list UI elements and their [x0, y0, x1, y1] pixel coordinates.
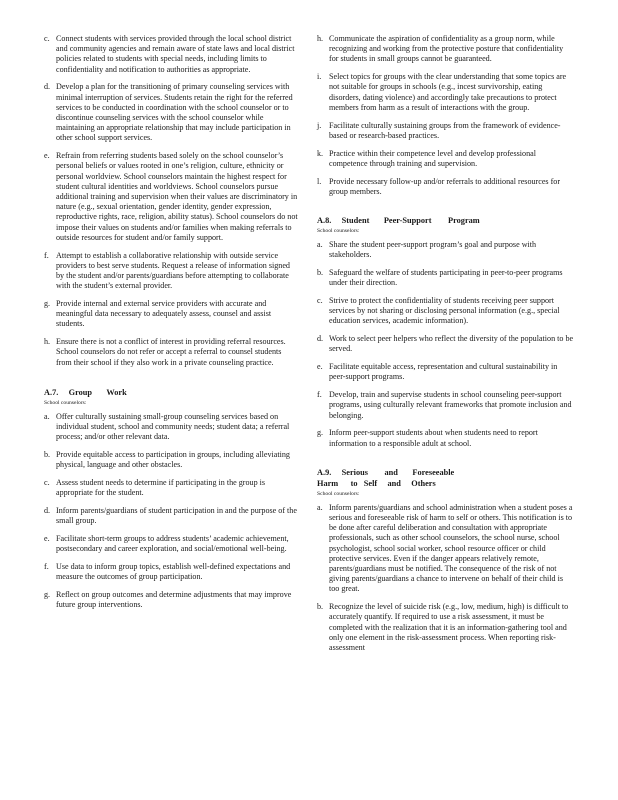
item-list	[317, 34, 574, 197]
list-item	[44, 151, 298, 243]
list-item	[317, 240, 574, 260]
item-letter: k.	[317, 148, 324, 158]
item-text: Work to select peer helpers who reflect the diversity of the population to be served.	[329, 334, 574, 354]
list-item	[317, 334, 574, 354]
item-text: Offer culturally sustaining small-group counseling services based on individual student, school and community needs; student data; a referral process; and/or other relevant data.	[56, 411, 290, 442]
item-list	[317, 503, 574, 653]
item-letter: e.	[44, 534, 50, 544]
item-text: Recognize the level of suicide risk (e.g., low, medium, high) is difficult to accurately quantify. If required to use a risk assessment, it must be completed with the realization that it is an information-gathering tool and only one element in the risk-assessment process. When reporting risk-assessment	[329, 602, 569, 653]
item-letter: e.	[44, 151, 50, 161]
list-item	[44, 506, 298, 526]
item-letter: b.	[317, 268, 324, 278]
item-text: Provide necessary follow-up and/or referrals to additional resources for group members.	[329, 176, 561, 196]
item-text: Ensure there is not a conflict of interest in providing referral resources. School counselors do not refer or accept a referral to counsel students from their school if they also work in a private counseling practice.	[56, 337, 286, 367]
item-letter: f.	[44, 562, 49, 572]
item-text: Communicate the aspiration of confidentiality as a group norm, while recognizing and working from the protective posture that confidentiality for students in small groups cannot be guaranteed.	[329, 34, 564, 64]
list-item	[44, 251, 298, 292]
list-item	[317, 503, 574, 595]
item-letter: a.	[317, 502, 323, 512]
item-letter: c.	[44, 34, 50, 43]
section-heading: A.9. Serious and Foreseeable	[317, 467, 455, 477]
section-heading-continued: Harm to Self and Others	[317, 478, 436, 488]
item-text: Provide internal and external service providers with accurate and meaningful data necessary to adequately assess, counsel and assist students.	[56, 299, 272, 329]
list-item	[44, 34, 298, 75]
item-letter: d.	[317, 334, 324, 344]
list-item	[44, 82, 298, 143]
item-letter: l.	[317, 176, 322, 186]
item-text: Attempt to establish a collaborative relationship with outside service providers to best serve students. Request a release of information signed by the student and/or parents/guardians before attempting to collaborate with the student’s external provider.	[56, 250, 290, 291]
item-letter: d.	[44, 506, 51, 516]
section-subheading: School counselors:	[317, 490, 360, 497]
item-list	[317, 240, 574, 449]
item-letter: a.	[44, 411, 50, 421]
right-column	[317, 34, 574, 661]
list-item	[44, 337, 298, 368]
list-item	[317, 177, 574, 197]
item-letter: i.	[317, 72, 322, 82]
item-text: Select topics for groups with the clear understanding that some topics are not suitable for groups in schools (e.g., incest survivorship, eating disorders, dating violence) and accordingly take precautions to protect members from harm as a result of interactions with the group.	[329, 72, 567, 112]
list-item	[44, 299, 298, 330]
item-letter: d.	[44, 82, 51, 92]
list-item	[317, 121, 574, 141]
item-letter: b.	[44, 450, 51, 460]
item-letter: g.	[44, 590, 51, 600]
item-letter: h.	[317, 34, 324, 43]
list-item	[44, 450, 298, 470]
item-letter: g.	[44, 299, 51, 309]
list-item	[317, 362, 574, 382]
item-text: Inform parents/guardians of student participation in and the purpose of the small group.	[56, 506, 297, 526]
section-heading: A.7. Group Work	[44, 387, 127, 397]
item-letter: e.	[317, 362, 323, 372]
item-letter: g.	[317, 428, 324, 438]
item-letter: h.	[44, 337, 51, 347]
list-item	[317, 34, 574, 65]
list-item	[317, 390, 574, 421]
list-item	[44, 478, 298, 498]
item-text: Share the student peer-support program’s goal and purpose with stakeholders.	[329, 240, 537, 260]
item-list	[44, 34, 298, 368]
section-heading: A.8. Student Peer-Support Program	[317, 216, 480, 226]
item-text: Facilitate culturally sustaining groups from the framework of evidence-based or research-based practices.	[329, 120, 561, 140]
list-item	[317, 296, 574, 327]
item-text: Provide equitable access to participation in groups, including alleviating physical, language and other obstacles.	[56, 450, 290, 470]
item-text: Inform parents/guardians and school administration when a student poses a serious and foreseeable risk of harm to self or others. This notification is to be done after careful deliberation and consultation with appropriate professionals, such as other school counselors, the school nurse, school psychologist, school social worker, school resource officer or child protective services. Even if the danger appears relatively remote, parents/guardians must be notified. The consequence of the risk of not giving parents/guardians a chance to intervene on behalf of their child is too great.	[329, 502, 573, 594]
item-text: Refrain from referring students based solely on the school counselor’s personal beliefs or values rooted in one’s religion, culture, ethnicity or personal worldview. School counselors maintain the highest respect for student cultural identities and worldviews. School counselors pursue additional training and supervision when their values are discriminatory in nature (e.g., sexual orientation, gender identity, gender expression, reproductive rights, race, religion, ability status). School counselors do not impose their values on students and/or families when making referrals to outside resources for student and/or family support.	[56, 151, 298, 242]
item-list	[44, 412, 298, 611]
item-text: Reflect on group outcomes and determine adjustments that may improve future group interventions.	[56, 590, 292, 610]
item-text: Facilitate short-term groups to address students’ academic achievement, postsecondary and career exploration, and social/emotional well-being.	[56, 534, 289, 554]
section-subheading: School counselors:	[317, 228, 360, 235]
item-text: Facilitate equitable access, representation and cultural sustainability in peer-support programs.	[329, 362, 558, 382]
item-text: Strive to protect the confidentiality of students receiving peer support services by not sharing or disclosing personal information (e.g., special education services, academic information).	[329, 296, 560, 326]
section-subheading: School counselors:	[44, 399, 87, 406]
item-letter: f.	[44, 250, 49, 260]
item-text: Connect students with services provided through the local school district and community agencies and remain aware of state laws and local district policies related to students with special needs, including limits to confidentiality and notification to authorities as appropriate.	[56, 34, 295, 74]
list-item	[317, 72, 574, 113]
item-letter: a.	[317, 240, 323, 250]
item-letter: b.	[317, 602, 324, 612]
item-text: Safeguard the welfare of students participating in peer-to-peer programs under their direction.	[329, 268, 563, 288]
list-item	[44, 534, 298, 554]
list-item	[317, 602, 574, 653]
item-letter: c.	[317, 296, 323, 306]
list-item	[317, 268, 574, 288]
item-letter: j.	[317, 120, 322, 130]
item-text: Develop, train and supervise students in school counseling peer-support programs, using culturally relevant frameworks that promote inclusion and belonging.	[329, 390, 572, 420]
item-letter: f.	[317, 390, 322, 400]
item-text: Use data to inform group topics, establish well-defined expectations and measure the outcomes of group participation.	[56, 562, 291, 582]
item-text: Assess student needs to determine if participating in the group is appropriate for the student.	[56, 478, 266, 498]
list-item	[44, 412, 298, 443]
section-a7	[44, 387, 298, 611]
list-item	[317, 428, 574, 448]
item-text: Develop a plan for the transitioning of primary counseling services with minimal interruption of services. Students retain the right for the referred services to be conducted in coordination with the school counselor or to discontinue counseling services with the school counselor while maintaining an appropriate relationship that may include participation in other school support services.	[56, 82, 293, 143]
item-text: Practice within their competence level and develop professional competence through training and supervision.	[329, 148, 536, 168]
section-a9	[317, 467, 574, 653]
list-item	[44, 590, 298, 610]
section-a8	[317, 215, 574, 449]
item-text: Inform peer-support students about when students need to report information to a responsible adult at school.	[329, 428, 538, 448]
list-item	[317, 149, 574, 169]
list-item	[44, 562, 298, 582]
item-letter: c.	[44, 478, 50, 488]
left-column	[44, 34, 298, 618]
